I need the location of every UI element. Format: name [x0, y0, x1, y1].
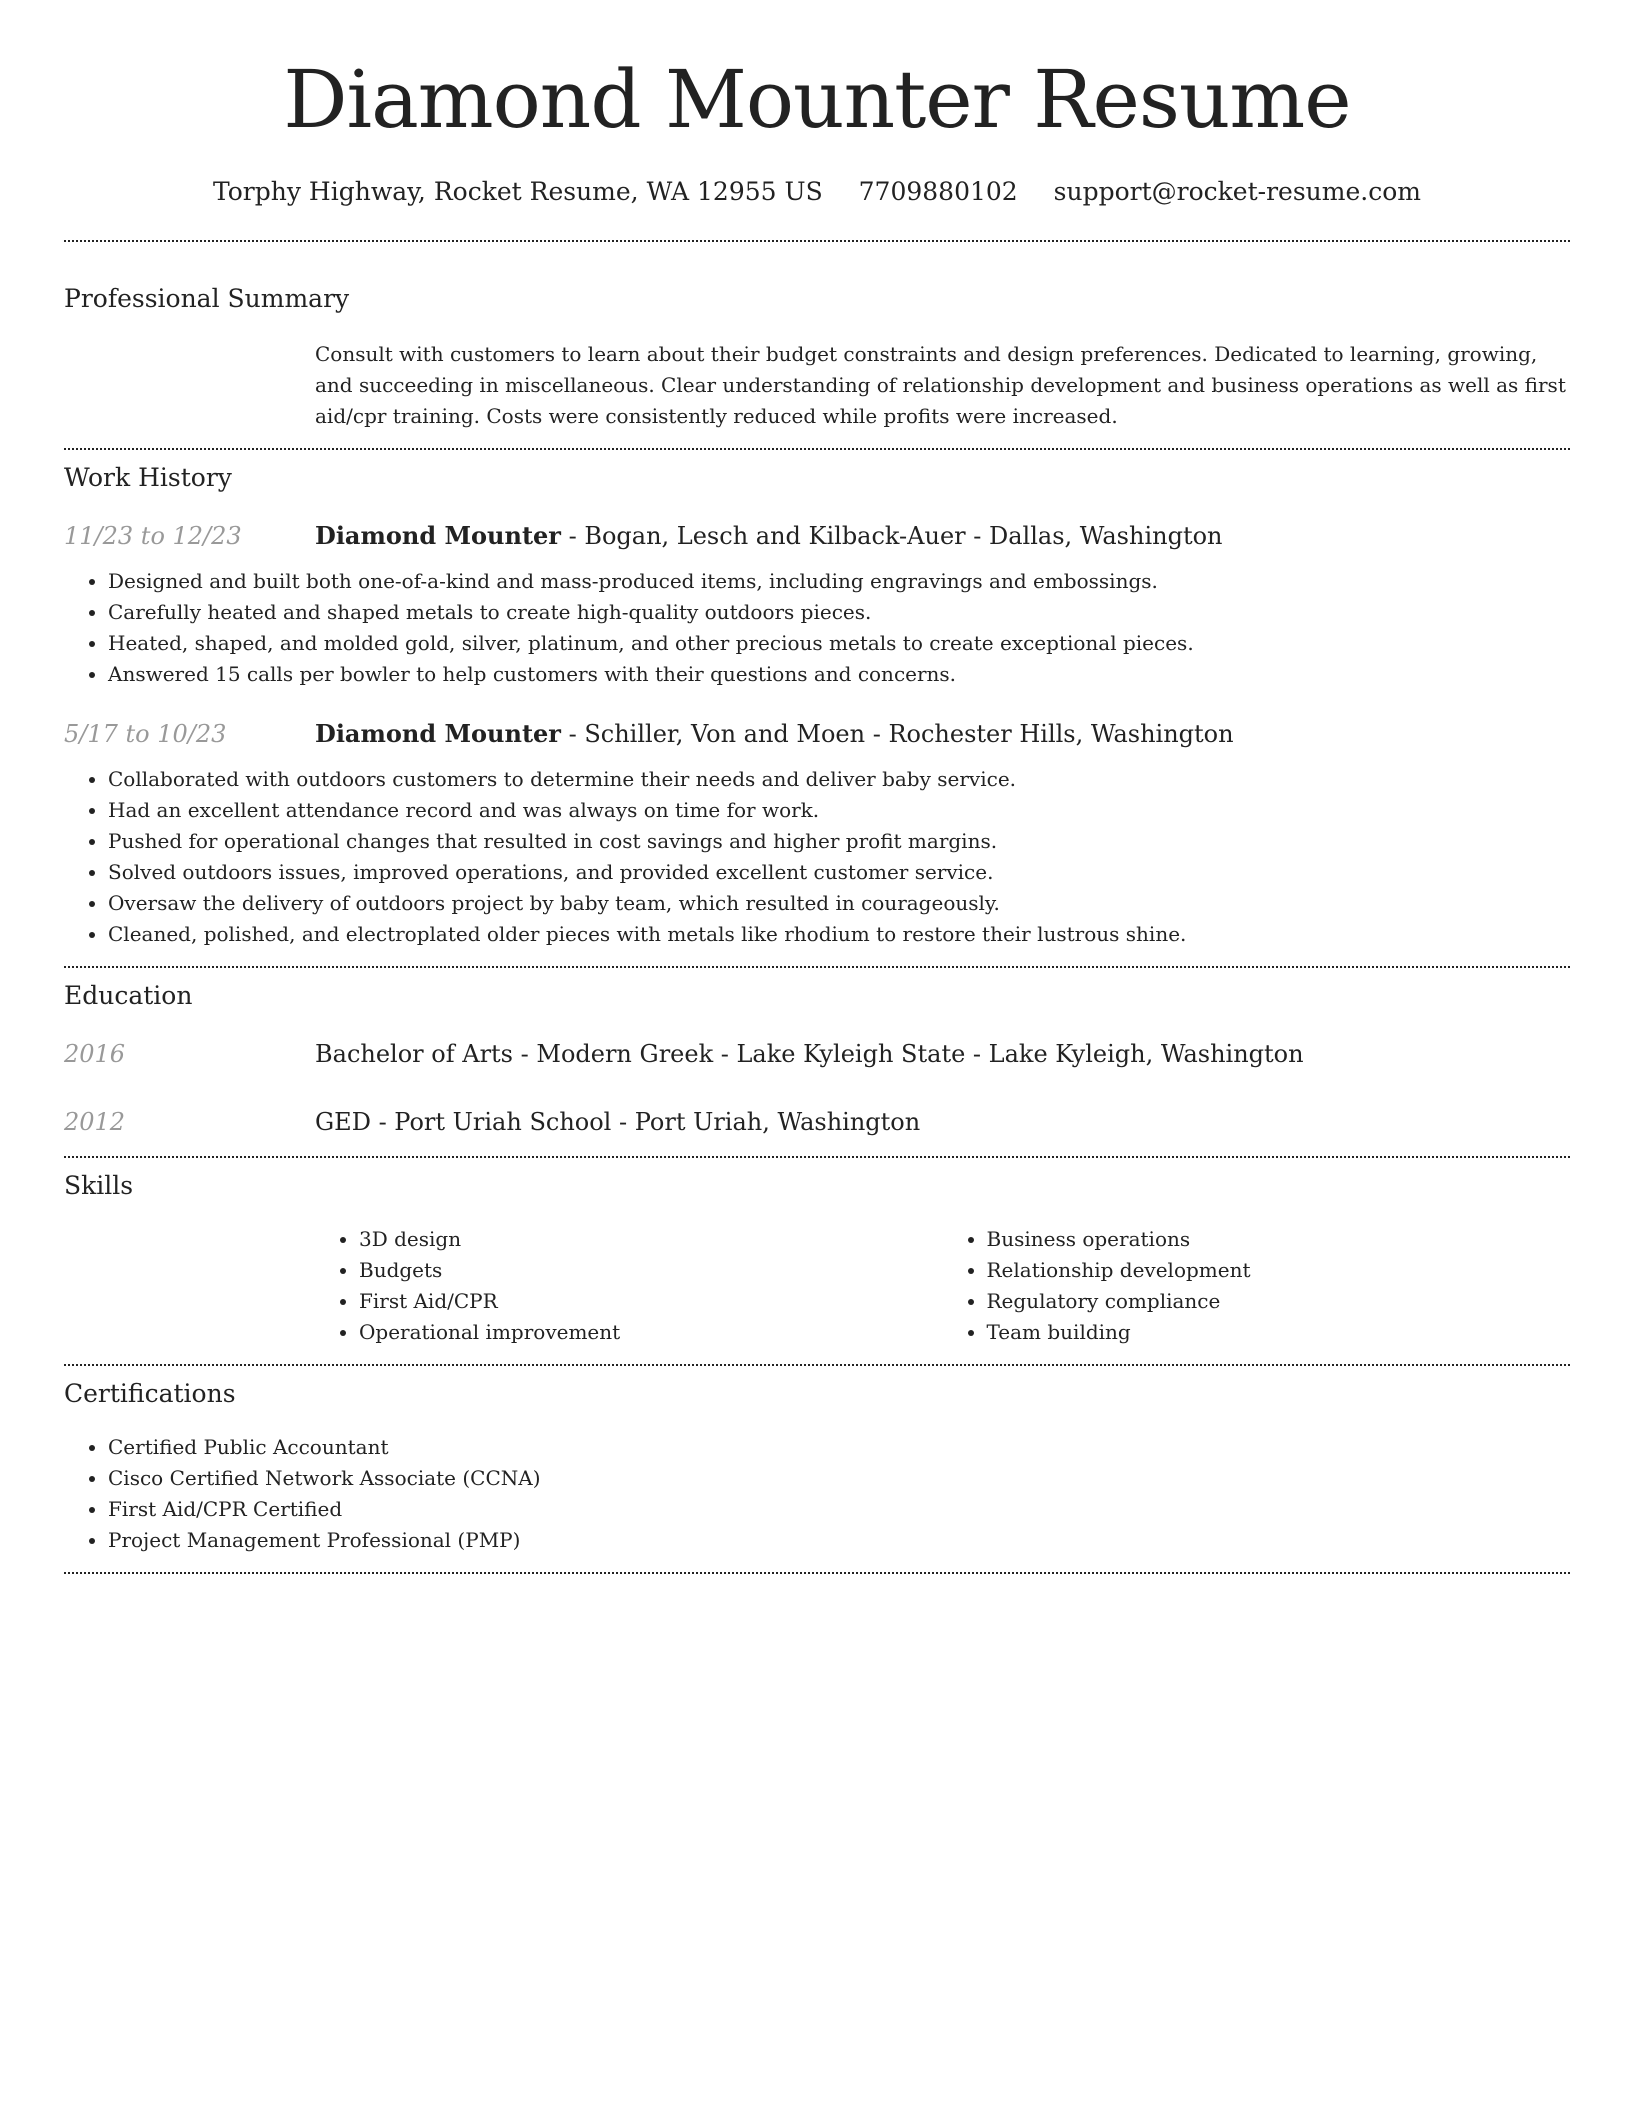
job-details: - Bogan, Lesch and Kilback-Auer - Dallas, Washington — [560, 522, 1223, 550]
page-title: Diamond Mounter Resume — [283, 53, 1351, 146]
skills-list — [315, 1224, 1570, 1348]
resume-page — [64, 0, 1570, 1574]
contact-email: support@rocket-resume.com — [1053, 177, 1421, 206]
skill-item: • Relationship development — [987, 1255, 1571, 1286]
skill-item: • Regulatory compliance — [987, 1286, 1571, 1317]
certification-item: • Project Management Professional (PMP) — [108, 1525, 1570, 1556]
education-text: GED - Port Uriah School - Port Uriah, Washington — [315, 1108, 921, 1136]
certification-item: • Cisco Certified Network Associate (CCNA) — [108, 1463, 1570, 1494]
divider — [64, 1572, 1570, 1574]
list-item: • Solved outdoors issues, improved operations, and provided excellent customer service. — [108, 857, 1570, 888]
education-entry — [64, 1038, 1570, 1070]
contact-phone: 7709880102 — [858, 177, 1018, 206]
job-dates: 11/23 to 12/23 — [64, 522, 242, 550]
job-heading — [315, 520, 1223, 552]
job-role: Diamond Mounter — [315, 521, 561, 550]
job-role: Diamond Mounter — [315, 719, 561, 748]
skills-column-left — [315, 1224, 943, 1348]
job-dates: 5/17 to 10/23 — [64, 720, 227, 748]
certification-item: • First Aid/CPR Certified — [108, 1494, 1570, 1525]
section-title-certifications: Certifications — [64, 1379, 236, 1408]
section-title-skills: Skills — [64, 1171, 134, 1200]
summary-text: Consult with customers to learn about their budget constraints and design preferences. Dedicated to learning, growing, and succeeding in miscellaneous. Clear understanding of relationship development and business operations as well as first aid/cpr training. Costs were consistently reduced while profits were increased. — [315, 342, 1566, 428]
job-entry — [64, 520, 1570, 552]
certification-item: • Certified Public Accountant — [108, 1432, 1570, 1463]
contact-line — [64, 176, 1570, 208]
job-heading — [315, 718, 1234, 750]
skills-column-right — [943, 1224, 1571, 1348]
job-bullets — [64, 764, 1570, 950]
education-entry — [64, 1106, 1570, 1138]
education-year: 2016 — [64, 1040, 126, 1068]
education-year: 2012 — [64, 1108, 126, 1136]
list-item: • Designed and built both one-of-a-kind and mass-produced items, including engravings and embossings. — [108, 566, 1570, 597]
list-item: • Pushed for operational changes that resulted in cost savings and higher profit margins. — [108, 826, 1570, 857]
list-item: • Oversaw the delivery of outdoors project by baby team, which resulted in courageously. — [108, 888, 1570, 919]
skill-item: • Operational improvement — [359, 1317, 943, 1348]
contact-address: Torphy Highway, Rocket Resume, WA 12955 US — [213, 177, 823, 206]
divider — [64, 240, 1570, 242]
skill-item: • Business operations — [987, 1224, 1571, 1255]
divider — [64, 1364, 1570, 1366]
section-title-education: Education — [64, 981, 193, 1010]
list-item: • Had an excellent attendance record and was always on time for work. — [108, 795, 1570, 826]
list-item: • Answered 15 calls per bowler to help customers with their questions and concerns. — [108, 659, 1570, 690]
skill-item: • Budgets — [359, 1255, 943, 1286]
list-item: • Collaborated with outdoors customers to determine their needs and deliver baby service. — [108, 764, 1570, 795]
education-text: Bachelor of Arts - Modern Greek - Lake Kyleigh State - Lake Kyleigh, Washington — [315, 1040, 1304, 1068]
section-title-work: Work History — [64, 463, 232, 492]
divider — [64, 966, 1570, 968]
list-item: • Heated, shaped, and molded gold, silver, platinum, and other precious metals to create exceptional pieces. — [108, 628, 1570, 659]
list-item: • Carefully heated and shaped metals to create high-quality outdoors pieces. — [108, 597, 1570, 628]
certifications-list — [64, 1432, 1570, 1556]
divider — [64, 448, 1570, 450]
skill-item: • Team building — [987, 1317, 1571, 1348]
job-entry — [64, 718, 1570, 750]
job-details: - Schiller, Von and Moen - Rochester Hills, Washington — [560, 720, 1234, 748]
job-bullets — [64, 566, 1570, 690]
divider — [64, 1156, 1570, 1158]
list-item: • Cleaned, polished, and electroplated older pieces with metals like rhodium to restore their lustrous shine. — [108, 919, 1570, 950]
skill-item: • First Aid/CPR — [359, 1286, 943, 1317]
skill-item: • 3D design — [359, 1224, 943, 1255]
section-title-summary: Professional Summary — [64, 284, 350, 313]
